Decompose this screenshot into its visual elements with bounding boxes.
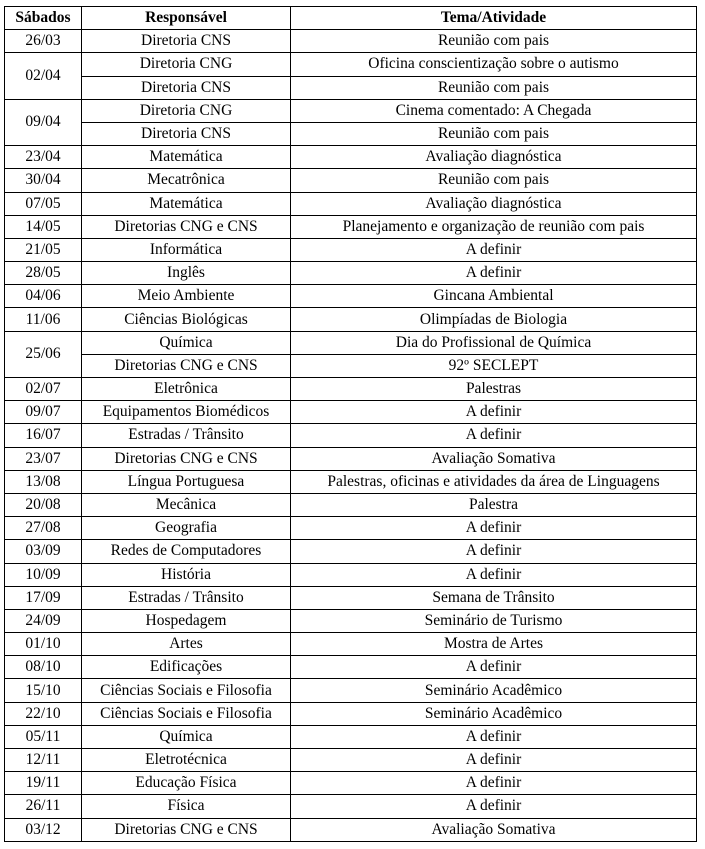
table-row xyxy=(5,725,697,748)
table-row xyxy=(5,215,697,238)
date-cell: 26/03 xyxy=(5,30,82,53)
header-responsible: Responsável xyxy=(82,7,291,30)
responsible-cell: Ciências Sociais e Filosofia xyxy=(82,679,291,702)
table-row xyxy=(5,192,697,215)
responsible-cell: Diretorias CNG e CNS xyxy=(82,447,291,470)
topic-cell: A definir xyxy=(291,401,697,424)
table-row xyxy=(5,772,697,795)
table-row xyxy=(5,331,697,354)
date-cell: 17/09 xyxy=(5,586,82,609)
date-cell: 19/11 xyxy=(5,772,82,795)
topic-cell: Reunião com pais xyxy=(291,169,697,192)
date-cell: 09/04 xyxy=(5,99,82,145)
date-cell: 25/06 xyxy=(5,331,82,377)
table-row xyxy=(5,169,697,192)
topic-cell: A definir xyxy=(291,262,697,285)
topic-cell: A definir xyxy=(291,238,697,261)
responsible-cell: Ciências Sociais e Filosofia xyxy=(82,702,291,725)
responsible-cell: Redes de Computadores xyxy=(82,540,291,563)
date-cell: 21/05 xyxy=(5,238,82,261)
topic-cell: Avaliação diagnóstica xyxy=(291,192,697,215)
responsible-cell: Geografia xyxy=(82,517,291,540)
table-row xyxy=(5,563,697,586)
date-cell: 02/04 xyxy=(5,53,82,99)
responsible-cell: Química xyxy=(82,725,291,748)
date-cell: 14/05 xyxy=(5,215,82,238)
topic-cell: Seminário Acadêmico xyxy=(291,702,697,725)
topic-cell: Seminário Acadêmico xyxy=(291,679,697,702)
table-row xyxy=(5,679,697,702)
topic-cell: Reunião com pais xyxy=(291,122,697,145)
table-row xyxy=(5,656,697,679)
table-row xyxy=(5,99,697,122)
topic-cell: Cinema comentado: A Chegada xyxy=(291,99,697,122)
table-row xyxy=(5,238,697,261)
topic-cell: Seminário de Turismo xyxy=(291,609,697,632)
table-row xyxy=(5,818,697,841)
topic-cell: Dia do Profissional de Química xyxy=(291,331,697,354)
date-cell: 26/11 xyxy=(5,795,82,818)
responsible-cell: Inglês xyxy=(82,262,291,285)
topic-cell: A definir xyxy=(291,725,697,748)
responsible-cell: Ciências Biológicas xyxy=(82,308,291,331)
responsible-cell: Edificações xyxy=(82,656,291,679)
table-row xyxy=(5,401,697,424)
table-row xyxy=(5,540,697,563)
topic-cell: Reunião com pais xyxy=(291,30,697,53)
date-cell: 13/08 xyxy=(5,470,82,493)
responsible-cell: Informática xyxy=(82,238,291,261)
responsible-cell: Eletrotécnica xyxy=(82,749,291,772)
table-row xyxy=(5,53,697,76)
date-cell: 24/09 xyxy=(5,609,82,632)
header-topic: Tema/Atividade xyxy=(291,7,697,30)
topic-cell: Avaliação Somativa xyxy=(291,447,697,470)
table-row xyxy=(5,586,697,609)
topic-cell: Mostra de Artes xyxy=(291,633,697,656)
responsible-cell: Química xyxy=(82,331,291,354)
topic-cell: Avaliação diagnóstica xyxy=(291,146,697,169)
schedule-body xyxy=(5,30,697,842)
date-cell: 09/07 xyxy=(5,401,82,424)
date-cell: 02/07 xyxy=(5,378,82,401)
table-row xyxy=(5,285,697,308)
date-cell: 05/11 xyxy=(5,725,82,748)
responsible-cell: Física xyxy=(82,795,291,818)
table-row xyxy=(5,308,697,331)
date-cell: 30/04 xyxy=(5,169,82,192)
topic-cell: A definir xyxy=(291,563,697,586)
date-cell: 04/06 xyxy=(5,285,82,308)
responsible-cell: Equipamentos Biomédicos xyxy=(82,401,291,424)
table-row xyxy=(5,447,697,470)
header-row xyxy=(5,7,697,30)
responsible-cell: Artes xyxy=(82,633,291,656)
table-row xyxy=(5,146,697,169)
responsible-cell: Língua Portuguesa xyxy=(82,470,291,493)
responsible-cell: Mecânica xyxy=(82,493,291,516)
header-date: Sábados xyxy=(5,7,82,30)
topic-cell: Palestras, oficinas e atividades da área de Linguagens xyxy=(291,470,697,493)
responsible-cell: Mecatrônica xyxy=(82,169,291,192)
topic-cell: A definir xyxy=(291,656,697,679)
table-row xyxy=(5,633,697,656)
topic-cell: Palestra xyxy=(291,493,697,516)
responsible-cell: Hospedagem xyxy=(82,609,291,632)
table-row xyxy=(5,76,697,99)
date-cell: 16/07 xyxy=(5,424,82,447)
date-cell: 08/10 xyxy=(5,656,82,679)
responsible-cell: Diretoria CNS xyxy=(82,30,291,53)
topic-cell: Gincana Ambiental xyxy=(291,285,697,308)
responsible-cell: Matemática xyxy=(82,146,291,169)
table-row xyxy=(5,795,697,818)
table-row xyxy=(5,122,697,145)
topic-cell: A definir xyxy=(291,795,697,818)
date-cell: 03/12 xyxy=(5,818,82,841)
topic-cell: A definir xyxy=(291,772,697,795)
date-cell: 11/06 xyxy=(5,308,82,331)
table-row xyxy=(5,354,697,377)
date-cell: 28/05 xyxy=(5,262,82,285)
topic-cell: Olimpíadas de Biologia xyxy=(291,308,697,331)
topic-cell: A definir xyxy=(291,540,697,563)
responsible-cell: Diretorias CNG e CNS xyxy=(82,354,291,377)
date-cell: 12/11 xyxy=(5,749,82,772)
topic-cell: A definir xyxy=(291,749,697,772)
table-row xyxy=(5,424,697,447)
date-cell: 27/08 xyxy=(5,517,82,540)
date-cell: 01/10 xyxy=(5,633,82,656)
responsible-cell: Diretoria CNS xyxy=(82,122,291,145)
responsible-cell: Diretoria CNS xyxy=(82,76,291,99)
table-row xyxy=(5,517,697,540)
topic-cell: A definir xyxy=(291,424,697,447)
date-cell: 20/08 xyxy=(5,493,82,516)
table-row xyxy=(5,378,697,401)
topic-cell: 92º SECLEPT xyxy=(291,354,697,377)
responsible-cell: História xyxy=(82,563,291,586)
table-row xyxy=(5,609,697,632)
responsible-cell: Diretoria CNG xyxy=(82,99,291,122)
table-row xyxy=(5,470,697,493)
date-cell: 23/07 xyxy=(5,447,82,470)
date-cell: 23/04 xyxy=(5,146,82,169)
date-cell: 22/10 xyxy=(5,702,82,725)
responsible-cell: Meio Ambiente xyxy=(82,285,291,308)
responsible-cell: Diretorias CNG e CNS xyxy=(82,818,291,841)
responsible-cell: Educação Física xyxy=(82,772,291,795)
topic-cell: Palestras xyxy=(291,378,697,401)
table-row xyxy=(5,749,697,772)
responsible-cell: Estradas / Trânsito xyxy=(82,424,291,447)
date-cell: 10/09 xyxy=(5,563,82,586)
topic-cell: Avaliação Somativa xyxy=(291,818,697,841)
table-row xyxy=(5,493,697,516)
table-row xyxy=(5,702,697,725)
topic-cell: A definir xyxy=(291,517,697,540)
date-cell: 15/10 xyxy=(5,679,82,702)
table-row xyxy=(5,30,697,53)
date-cell: 07/05 xyxy=(5,192,82,215)
topic-cell: Semana de Trânsito xyxy=(291,586,697,609)
topic-cell: Oficina conscientização sobre o autismo xyxy=(291,53,697,76)
responsible-cell: Matemática xyxy=(82,192,291,215)
responsible-cell: Estradas / Trânsito xyxy=(82,586,291,609)
responsible-cell: Diretoria CNG xyxy=(82,53,291,76)
table-row xyxy=(5,262,697,285)
date-cell: 03/09 xyxy=(5,540,82,563)
responsible-cell: Eletrônica xyxy=(82,378,291,401)
topic-cell: Planejamento e organização de reunião com pais xyxy=(291,215,697,238)
schedule-table xyxy=(4,6,697,842)
responsible-cell: Diretorias CNG e CNS xyxy=(82,215,291,238)
topic-cell: Reunião com pais xyxy=(291,76,697,99)
